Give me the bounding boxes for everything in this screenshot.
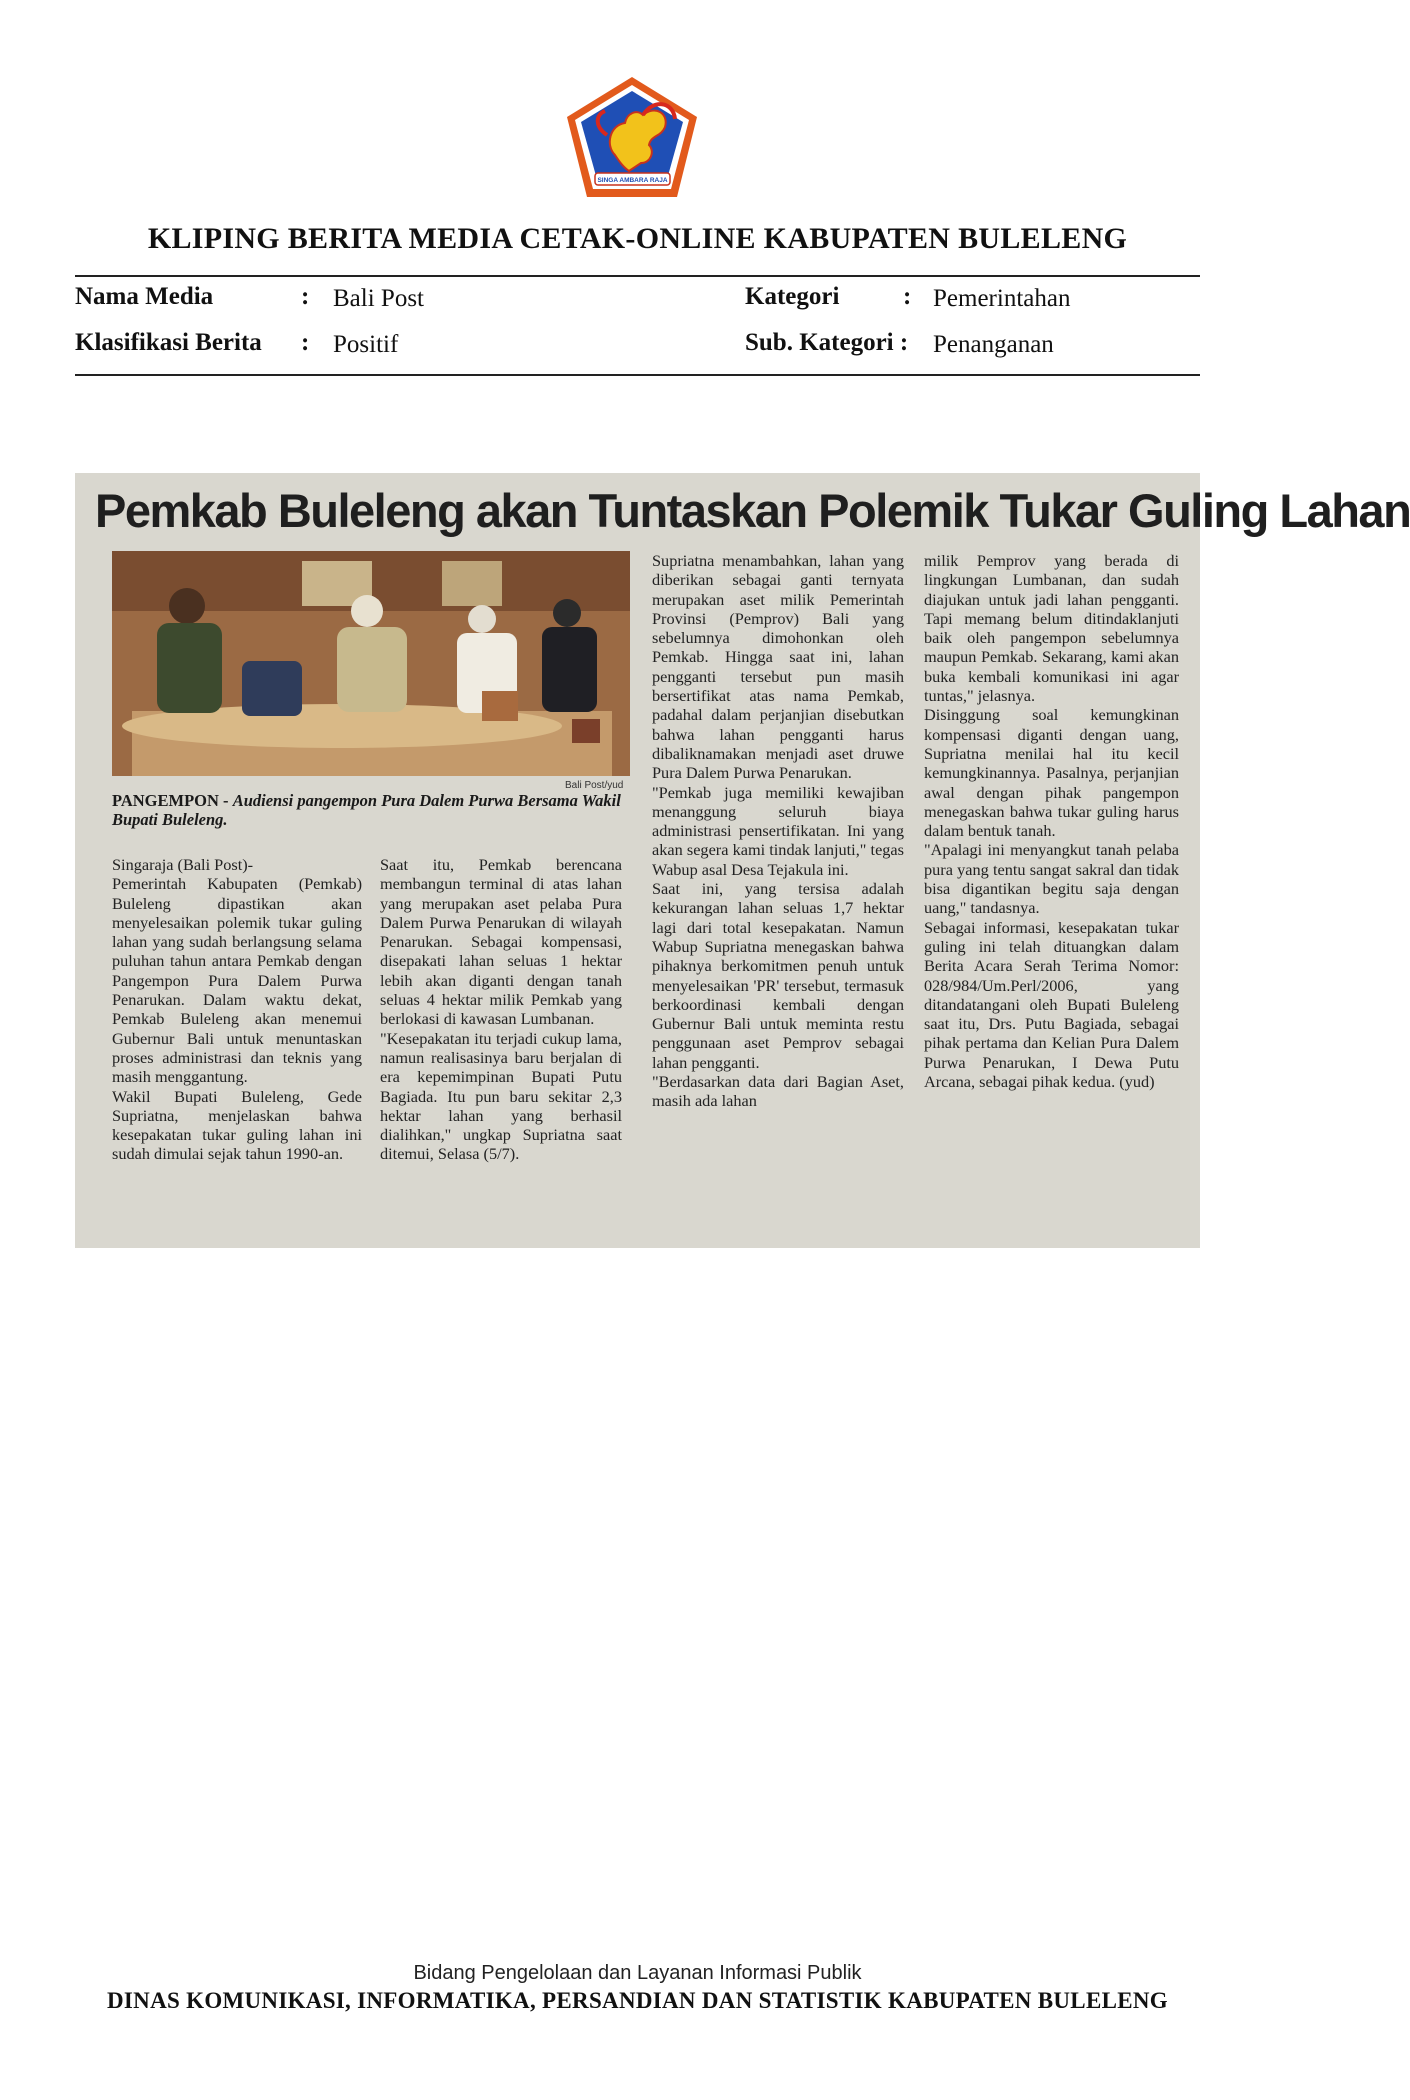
svg-text:SINGA AMBARA RAJA: SINGA AMBARA RAJA <box>597 177 668 184</box>
kategori-label: Kategori <box>745 283 840 310</box>
article-column-3: Supriatna menambahkan, lahan yang diberikan sebagai ganti ternyata merupakan aset milik Pemerintah Provinsi (Pemprov) Bali yang sebelumnya dimohonkan oleh Pemkab. Hingga saat ini, lahan pengganti tersebut pun masih bersertifikat atas nama Pemkab, padahal dalam perjanjian disebutkan bahwa lahan pengganti harus dibaliknamakan menjadi aset druwe Pura Dalem Purwa Penarukan. "Pemkab juga memiliki kewajiban menanggung seluruh biaya administrasi pensertifikatan. Ini yang akan segera kami tindak lanjuti," tegas Wabup asal Desa Tejakula ini. Saat ini, yang tersisa adalah kekurangan lahan seluas 1,7 hektar lagi dari total kesepakatan. Namun Wabup Supriatna menegaskan bahwa pihaknya berkomitmen penuh untuk menyelesaikan 'PR' tersebut, termasuk berkoordinasi kembali dengan Gubernur Bali untuk meminta restu penggunaan aset Pemprov sebagai lahan pengganti. "Berdasarkan data dari Bagian Aset, masih ada lahan <box>652 551 904 1111</box>
header-divider <box>75 275 1200 277</box>
klasifikasi-label: Klasifikasi Berita <box>75 329 262 356</box>
document-title: KLIPING BERITA MEDIA CETAK-ONLINE KABUPATEN BULELENG <box>147 222 1128 255</box>
caption-lead: PANGEMPON - <box>112 791 233 810</box>
photo-caption <box>112 791 652 829</box>
colon: : <box>301 283 310 310</box>
article-column-4: milik Pemprov yang berada di lingkungan Lumbanan, dan sudah diajukan untuk jadi lahan pengganti. Tapi memang belum ditindaklanjuti baik oleh pangempon sebelumnya maupun Pemkab. Sekarang, kami akan buka kembali komunikasi ini agar tuntas," jelasnya. Disinggung soal kemungkinan kompensasi diganti dengan uang, Supriatna menilai hal itu kecil kemungkinannya. Pasalnya, perjanjian awal dengan pihak pangempon menegaskan bahwa tukar guling harus dalam bentuk tanah. "Apalagi ini menyangkut tanah pelaba pura yang tentu sangat sakral dan tidak bisa digantikan begitu saja dengan uang," tandasnya. Sebagai informasi, kesepakatan tukar guling ini telah dituangkan dalam Berita Acara Serah Terima Nomor: 028/984/Um.Perl/2006, yang ditandatangani oleh Bupati Buleleng saat itu, Drs. Putu Bagiada, sebagai pihak pertama dan Kelian Pura Dalem Purwa Penarukan, I Dewa Putu Arcana, sebagai pihak kedua. (yud) <box>924 551 1179 1092</box>
singa-ambara-raja-logo <box>565 75 700 200</box>
sub-kategori-label: Sub. Kategori : <box>745 329 909 356</box>
article-photo <box>112 551 630 776</box>
photo-credit: Bali Post/yud <box>565 780 624 791</box>
footer-unit: Bidang Pengelolaan dan Layanan Informasi Publik <box>413 1962 862 1984</box>
kategori-value: Pemerintahan <box>933 285 1071 312</box>
klasifikasi-value: Positif <box>333 331 399 358</box>
footer-agency: DINAS KOMUNIKASI, INFORMATIKA, PERSANDIAN DAN STATISTIK KABUPATEN BULELENG <box>107 1988 1168 2013</box>
metadata-block <box>75 283 1200 373</box>
article-column-2: Saat itu, Pemkab berencana membangun terminal di atas lahan yang merupakan aset pelaba Pura Dalem Purwa Penarukan di wilayah Penarukan. Sebagai kompensasi, disepakati lahan seluas 1 hektar lebih akan diganti dengan tanah seluas 4 hektar milik Pemkab yang berlokasi di kawasan Lumbanan. "Kesepakatan itu terjadi cukup lama, namun realisasinya baru berjalan di era kepemimpinan Bupati Putu Bagiada. Itu pun baru sekitar 2,3 hektar lahan yang berhasil dialihkan," ungkap Supriatna saat ditemui, Selasa (5/7). <box>380 855 622 1164</box>
colon: : <box>301 329 310 356</box>
sub-kategori-value: Penanganan <box>933 331 1054 358</box>
article-column-1: Singaraja (Bali Post)- Pemerintah Kabupaten (Pemkab) Buleleng dipastikan akan menyelesaikan polemik tukar guling lahan yang sudah berlangsung selama puluhan tahun antara Pemkab dengan Pangempon Pura Dalem Purwa Penarukan. Dalam waktu dekat, Pemkab Buleleng akan menemui Gubernur Bali untuk menuntaskan proses administrasi dan teknis yang masih menggantung. Wakil Bupati Buleleng, Gede Supriatna, menjelaskan bahwa kesepakatan tukar guling lahan ini sudah dimulai sejak tahun 1990-an. <box>112 855 362 1164</box>
newspaper-clipping <box>75 473 1410 1248</box>
metadata-divider <box>75 374 1200 376</box>
article-headline: Pemkab Buleleng akan Tuntaskan Polemik Tukar Guling Lahan <box>95 484 1410 537</box>
nama-media-label: Nama Media <box>75 283 214 310</box>
nama-media-value: Bali Post <box>333 285 424 312</box>
colon: : <box>903 283 912 310</box>
caption-text: Audiensi pangempon Pura Dalem Purwa Bersama Wakil Bupati Buleleng. <box>112 791 621 829</box>
